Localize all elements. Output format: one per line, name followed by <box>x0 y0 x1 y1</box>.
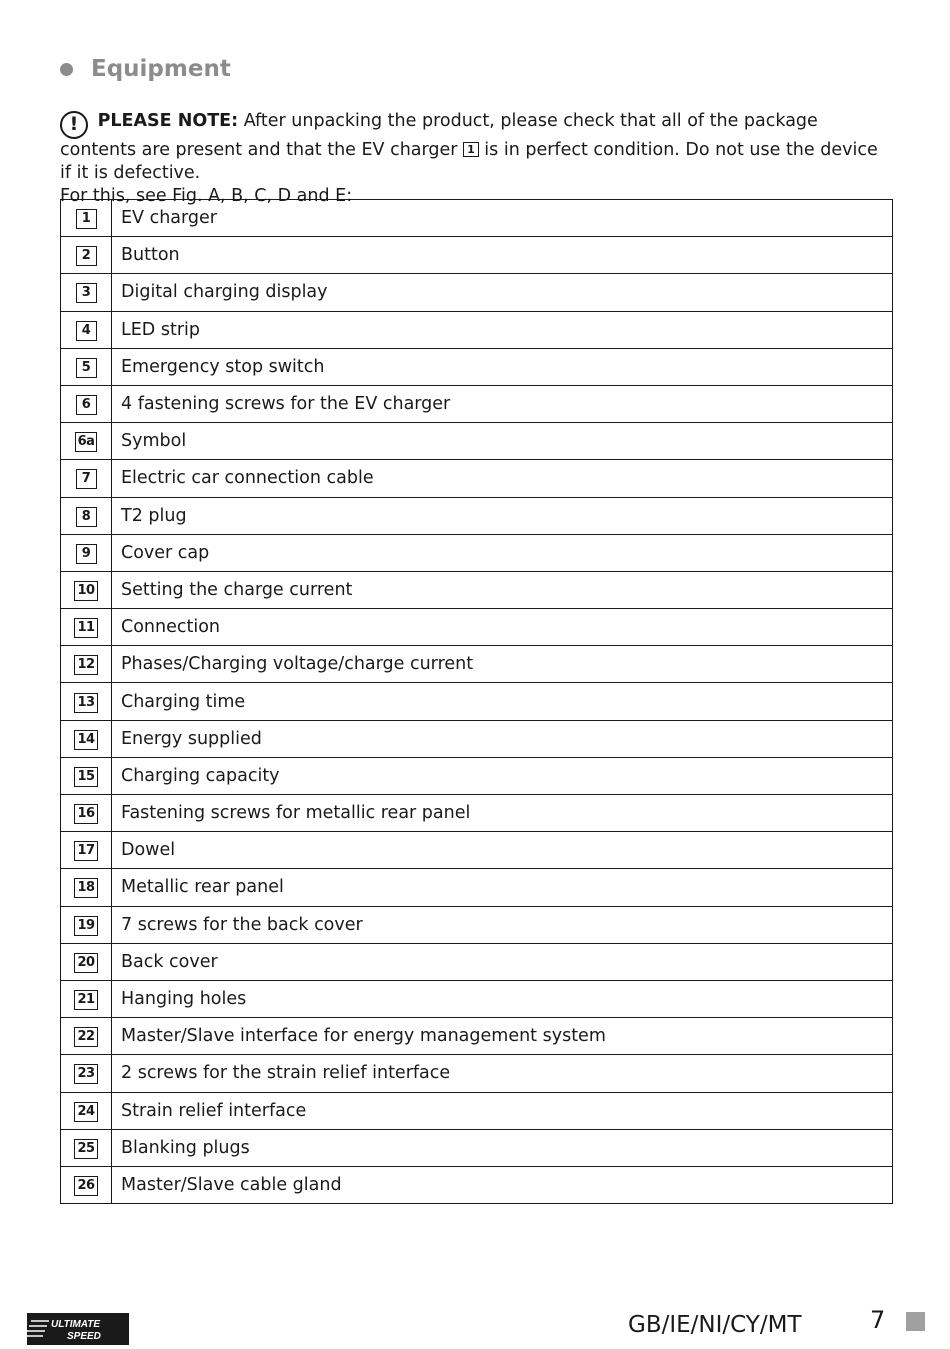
part-description: Hanging holes <box>112 980 893 1017</box>
part-number-cell <box>61 757 112 794</box>
part-number-cell <box>61 906 112 943</box>
part-row <box>61 1166 893 1203</box>
part-description: Energy supplied <box>112 720 893 757</box>
part-number: 4 <box>76 321 97 341</box>
part-number-cell <box>61 1055 112 1092</box>
part-row <box>61 683 893 720</box>
parts-table <box>60 199 893 1204</box>
part-description: Back cover <box>112 943 893 980</box>
part-number-cell <box>61 423 112 460</box>
part-number: 15 <box>74 767 97 787</box>
part-number: 6a <box>75 432 98 452</box>
part-description: Strain relief interface <box>112 1092 893 1129</box>
part-description: Phases/Charging voltage/charge current <box>112 646 893 683</box>
part-number-cell <box>61 200 112 237</box>
section-title: Equipment <box>91 56 231 82</box>
svg-text:SPEED: SPEED <box>67 1331 101 1342</box>
note-figure-reference: For this, see Fig. A, B, C, D and E: <box>60 186 353 206</box>
part-description: Fastening screws for metallic rear panel <box>112 795 893 832</box>
part-number: 23 <box>74 1064 97 1084</box>
please-note <box>60 110 880 208</box>
part-row <box>61 1129 893 1166</box>
part-description: Master/Slave interface for energy management system <box>112 1018 893 1055</box>
part-description: Button <box>112 237 893 274</box>
part-row <box>61 534 893 571</box>
part-row <box>61 311 893 348</box>
part-description: Connection <box>112 609 893 646</box>
part-number-cell <box>61 1129 112 1166</box>
part-number: 2 <box>76 246 97 266</box>
part-description: Emergency stop switch <box>112 348 893 385</box>
part-row <box>61 906 893 943</box>
part-description: Dowel <box>112 832 893 869</box>
part-row <box>61 869 893 906</box>
part-description: Master/Slave cable gland <box>112 1166 893 1203</box>
part-description: Charging capacity <box>112 757 893 794</box>
part-description: Setting the charge current <box>112 571 893 608</box>
part-number: 21 <box>74 990 97 1010</box>
part-row <box>61 1055 893 1092</box>
part-row <box>61 1092 893 1129</box>
part-number: 1 <box>76 209 97 229</box>
part-number-cell <box>61 571 112 608</box>
part-description: Digital charging display <box>112 274 893 311</box>
part-number: 19 <box>74 916 97 936</box>
part-number: 22 <box>74 1027 97 1047</box>
part-row <box>61 497 893 534</box>
part-number: 18 <box>74 878 97 898</box>
part-description: Electric car connection cable <box>112 460 893 497</box>
part-number-cell <box>61 311 112 348</box>
part-row <box>61 237 893 274</box>
part-number-cell <box>61 497 112 534</box>
part-description: EV charger <box>112 200 893 237</box>
part-description: LED strip <box>112 311 893 348</box>
note-ref-number: 1 <box>463 142 479 157</box>
note-text-before-ref: After unpacking the product, please check that all of the package contents are present and that the EV charger <box>60 111 818 160</box>
part-number: 11 <box>74 618 97 638</box>
part-number-cell <box>61 943 112 980</box>
part-number-cell <box>61 869 112 906</box>
part-number-cell <box>61 1166 112 1203</box>
section-heading <box>60 56 231 82</box>
part-number: 9 <box>76 544 97 564</box>
part-row <box>61 348 893 385</box>
part-number-cell <box>61 720 112 757</box>
part-row <box>61 943 893 980</box>
part-number-cell <box>61 385 112 422</box>
part-number: 5 <box>76 358 97 378</box>
part-row <box>61 832 893 869</box>
part-number: 6 <box>76 395 97 415</box>
part-description: Cover cap <box>112 534 893 571</box>
part-number-cell <box>61 237 112 274</box>
part-row <box>61 980 893 1017</box>
part-row <box>61 646 893 683</box>
part-number: 7 <box>76 469 97 489</box>
svg-text:ULTIMATE: ULTIMATE <box>51 1319 101 1330</box>
part-number: 16 <box>74 804 97 824</box>
part-number: 12 <box>74 655 97 675</box>
exclamation-circle-icon: ! <box>60 111 88 139</box>
part-number: 25 <box>74 1139 97 1159</box>
page-number: 7 <box>870 1306 886 1334</box>
part-row <box>61 200 893 237</box>
part-number-cell <box>61 795 112 832</box>
part-row <box>61 720 893 757</box>
part-row <box>61 274 893 311</box>
part-row <box>61 571 893 608</box>
part-row <box>61 460 893 497</box>
part-number-cell <box>61 1018 112 1055</box>
bullet-icon <box>60 63 73 76</box>
part-number: 10 <box>74 581 97 601</box>
part-description: Charging time <box>112 683 893 720</box>
part-row <box>61 385 893 422</box>
part-row <box>61 1018 893 1055</box>
part-number-cell <box>61 683 112 720</box>
part-number-cell <box>61 534 112 571</box>
part-number: 8 <box>76 507 97 527</box>
part-row <box>61 423 893 460</box>
part-number: 20 <box>74 953 97 973</box>
part-description: 7 screws for the back cover <box>112 906 893 943</box>
part-number-cell <box>61 609 112 646</box>
part-row <box>61 609 893 646</box>
part-number-cell <box>61 274 112 311</box>
part-row <box>61 757 893 794</box>
part-number: 26 <box>74 1176 97 1196</box>
part-description: 4 fastening screws for the EV charger <box>112 385 893 422</box>
part-number: 24 <box>74 1102 97 1122</box>
part-number-cell <box>61 646 112 683</box>
part-description: Symbol <box>112 423 893 460</box>
part-description: Metallic rear panel <box>112 869 893 906</box>
language-codes: GB/IE/NI/CY/MT <box>628 1312 802 1338</box>
ultimate-speed-logo <box>27 1313 129 1345</box>
part-number: 17 <box>74 841 97 861</box>
note-label: PLEASE NOTE: <box>97 111 239 131</box>
part-number-cell <box>61 460 112 497</box>
part-number-cell <box>61 1092 112 1129</box>
part-number: 13 <box>74 693 97 713</box>
note-text-after-ref: is in perfect condition. Do not use the device if it is defective. <box>60 140 878 183</box>
part-description: T2 plug <box>112 497 893 534</box>
part-number: 3 <box>76 283 97 303</box>
part-number-cell <box>61 980 112 1017</box>
part-description: 2 screws for the strain relief interface <box>112 1055 893 1092</box>
page-marker-square <box>906 1312 925 1331</box>
part-row <box>61 795 893 832</box>
part-number: 14 <box>74 730 97 750</box>
part-description: Blanking plugs <box>112 1129 893 1166</box>
part-number-cell <box>61 832 112 869</box>
part-number-cell <box>61 348 112 385</box>
